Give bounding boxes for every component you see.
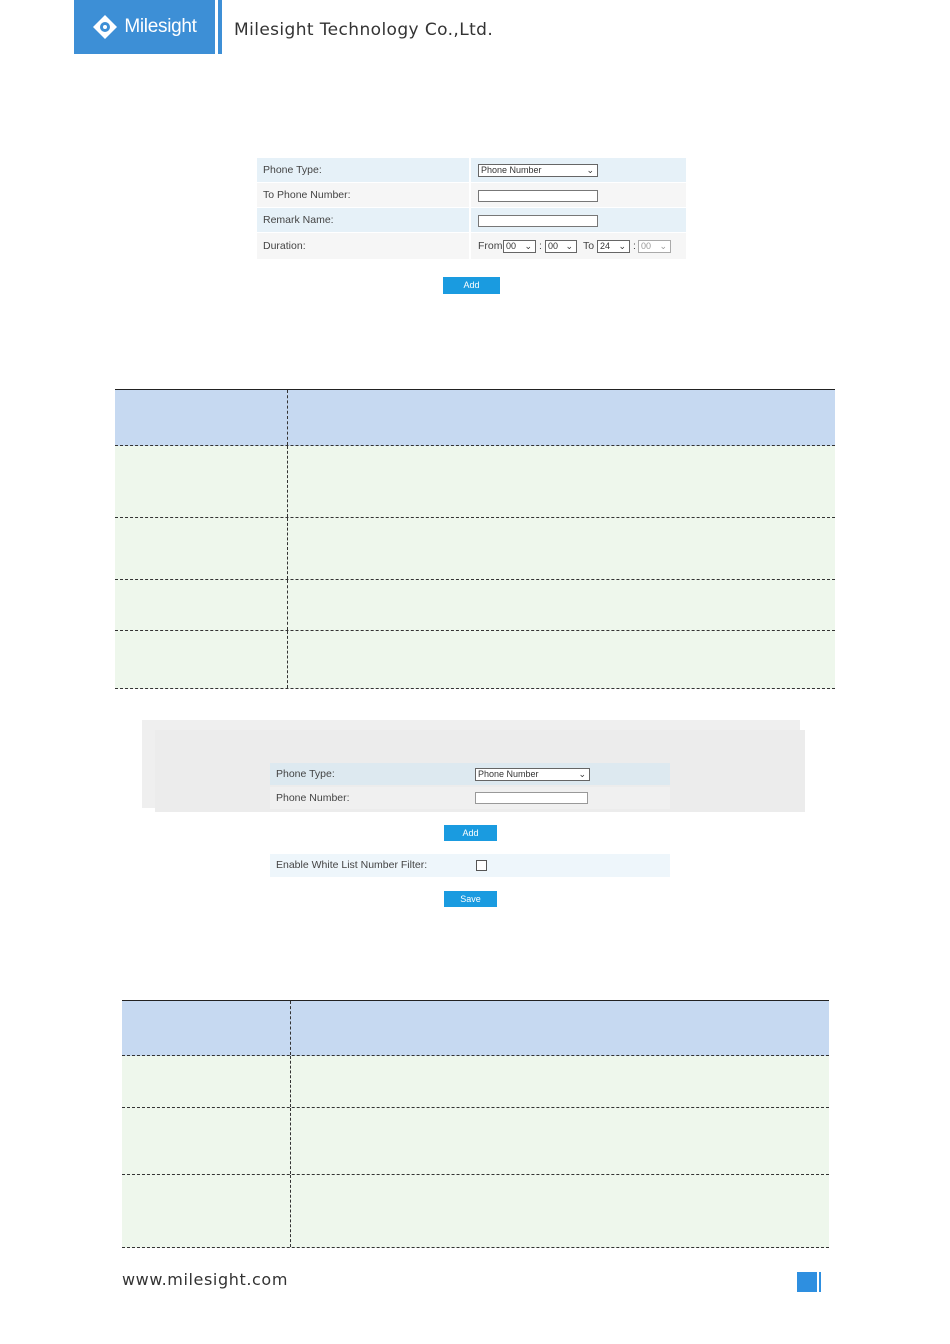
to-minute-value: 00 bbox=[641, 241, 652, 251]
chevron-down-icon: ⌄ bbox=[578, 769, 586, 779]
form1-column-divider bbox=[469, 158, 471, 260]
to-minute-select[interactable] bbox=[638, 240, 671, 253]
table-row bbox=[122, 1056, 829, 1108]
save-button[interactable]: Save bbox=[444, 891, 497, 907]
table-row bbox=[115, 446, 835, 518]
phone-type-value: Phone Number bbox=[481, 165, 542, 175]
to-hour-select[interactable] bbox=[597, 240, 630, 253]
column-divider bbox=[290, 1175, 291, 1247]
chevron-down-icon: ⌄ bbox=[524, 241, 532, 251]
phone-type-select[interactable] bbox=[478, 164, 598, 177]
chevron-down-icon: ⌄ bbox=[618, 241, 626, 251]
table-header-row bbox=[115, 390, 835, 446]
form1-label: Remark Name: bbox=[263, 214, 334, 226]
chevron-down-icon: ⌄ bbox=[586, 165, 594, 175]
from-hour-value: 00 bbox=[506, 241, 517, 251]
form2-row-phone-type bbox=[270, 763, 670, 785]
column-divider bbox=[290, 1108, 291, 1174]
time-colon: : bbox=[633, 240, 636, 252]
logo-text: Milesight bbox=[124, 16, 197, 37]
column-divider bbox=[290, 1001, 291, 1055]
table-header-row bbox=[122, 1001, 829, 1056]
from-label: From bbox=[478, 240, 503, 252]
footer-url[interactable]: www.milesight.com bbox=[122, 1270, 289, 1289]
to-label: To bbox=[583, 240, 595, 252]
form1-row-remark bbox=[257, 208, 686, 232]
from-minute-select[interactable] bbox=[545, 240, 577, 253]
column-divider bbox=[290, 1056, 291, 1107]
remark-name-input[interactable] bbox=[478, 215, 598, 227]
form2-panel bbox=[270, 763, 670, 811]
table-row bbox=[115, 631, 835, 689]
time-colon: : bbox=[539, 240, 542, 252]
company-logo bbox=[74, 0, 215, 54]
form1-label: Duration: bbox=[263, 240, 306, 252]
to-hour-value: 24 bbox=[600, 241, 611, 251]
filter-checkbox[interactable] bbox=[476, 860, 487, 871]
form2-label: Phone Type: bbox=[276, 768, 335, 780]
add-button[interactable]: Add bbox=[443, 277, 500, 294]
column-divider bbox=[287, 446, 288, 517]
column-divider bbox=[287, 390, 288, 445]
logo-divider bbox=[218, 0, 222, 54]
phone-type-value: Phone Number bbox=[478, 769, 539, 779]
phone-number-input[interactable] bbox=[475, 792, 588, 804]
table-row bbox=[115, 580, 835, 631]
milesight-logo-icon bbox=[92, 14, 118, 40]
chevron-down-icon: ⌄ bbox=[659, 241, 667, 251]
page-marker bbox=[797, 1272, 817, 1292]
phone-type-select[interactable] bbox=[475, 768, 590, 781]
from-minute-value: 00 bbox=[548, 241, 559, 251]
to-phone-number-input[interactable] bbox=[478, 190, 598, 202]
column-divider bbox=[287, 631, 288, 688]
table-row bbox=[122, 1175, 829, 1248]
page-marker-bar bbox=[819, 1272, 821, 1292]
form1-label: Phone Type: bbox=[263, 164, 322, 176]
filter-row bbox=[270, 854, 670, 877]
column-divider bbox=[287, 518, 288, 579]
table-row bbox=[115, 518, 835, 580]
column-divider bbox=[287, 580, 288, 630]
parameter-table-1 bbox=[115, 389, 835, 689]
company-name: Milesight Technology Co.,Ltd. bbox=[234, 20, 494, 40]
chevron-down-icon: ⌄ bbox=[565, 241, 573, 251]
form2-row-phone-number bbox=[270, 787, 670, 809]
form1-panel bbox=[257, 158, 686, 260]
form2-label: Phone Number: bbox=[276, 792, 350, 804]
form1-row-to-phone bbox=[257, 183, 686, 207]
filter-label: Enable White List Number Filter: bbox=[276, 859, 428, 871]
form1-row-phone-type bbox=[257, 158, 686, 182]
parameter-table-2 bbox=[122, 1000, 829, 1248]
form1-label: To Phone Number: bbox=[263, 189, 351, 201]
table-row bbox=[122, 1108, 829, 1175]
from-hour-select[interactable] bbox=[503, 240, 536, 253]
add-button[interactable]: Add bbox=[444, 825, 497, 841]
